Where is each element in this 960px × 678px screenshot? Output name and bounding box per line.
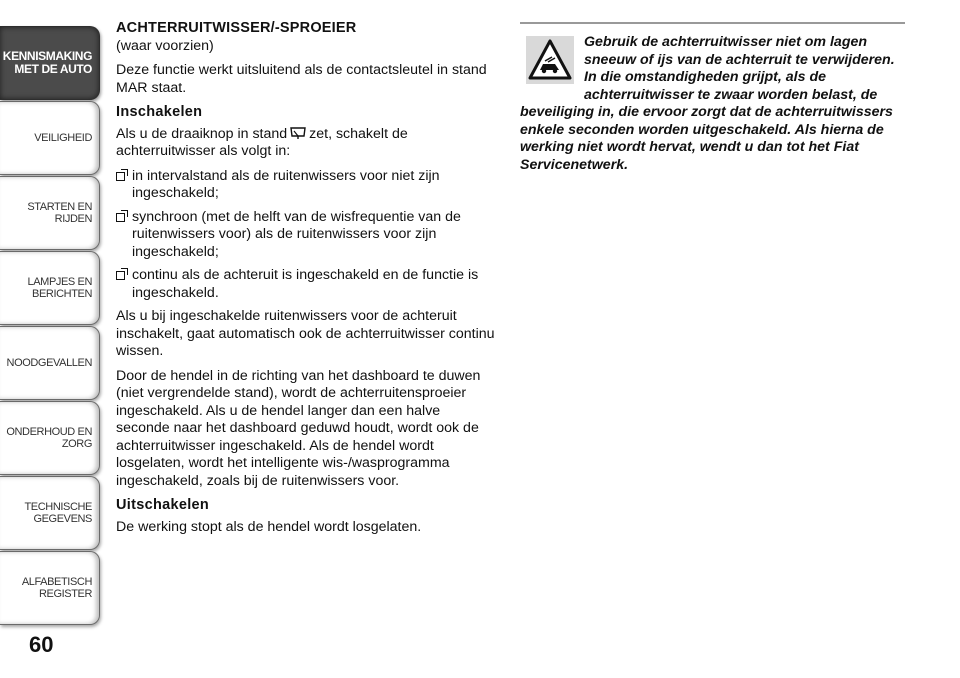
tab-label: STARTEN EN RIJDEN	[27, 201, 92, 225]
list-item	[116, 168, 496, 203]
uitschakelen-paragraph: De werking stopt als de hendel wordt losgelaten.	[116, 518, 422, 535]
tab-starten-en-rijden[interactable]	[0, 176, 100, 250]
reverse-paragraph: Als u bij ingeschakelde ruitenwissers voor de achteruit inschakelt, gaat automatisch ook de achterruitwisser continu wissen.	[116, 308, 495, 359]
section-subtitle: (waar voorzien)	[116, 37, 214, 54]
tab-label: TECHNISCHE GEGEVENS	[24, 501, 92, 525]
chapter-sidebar	[0, 0, 102, 678]
list-item-text: in intervalstand als de ruitenwissers voor niet zijn ingeschakeld;	[132, 167, 440, 201]
tab-noodgevallen[interactable]	[0, 326, 100, 400]
inschakelen-paragraph	[116, 126, 496, 161]
inschakelen-heading: Inschakelen	[116, 104, 203, 120]
tab-label: NOODGEVALLEN	[6, 357, 92, 369]
tab-label: LAMPJES EN BERICHTEN	[27, 276, 92, 300]
tab-label: VEILIGHEID	[34, 132, 92, 144]
list-item-text: continu als de achteruit is ingeschakeld en de functie is ingeschakeld.	[132, 267, 479, 301]
page-number: 60	[29, 632, 54, 657]
tab-lampjes-en-berichten[interactable]	[0, 251, 100, 325]
inschakelen-text-before: Als u de draaiknop in stand	[116, 125, 288, 142]
tab-veiligheid[interactable]	[0, 101, 100, 175]
tab-onderhoud-en-zorg[interactable]	[0, 401, 100, 475]
list-item-text: synchroon (met de helft van de wisfrequentie van de ruitenwissers voor) als de ruitenwissers voor zijn ingeschakeld;	[132, 208, 461, 260]
inschakelen-text-after: zet, schakelt de achterruitwisser als volgt in:	[116, 125, 408, 159]
lever-paragraph: Door de hendel in de richting van het dashboard te duwen (niet vergrendelde stand), wordt de achterruitensproeier ingeschakeld. Als u de hendel langer dan een halve seconde naar het dashboard geduwd houdt, wordt ook de achterruitwisser ingeschakeld. Als de hendel wordt losgelaten, wordt het intelligente wis-/wasprogramma ingeschakeld, zoals bij de ruitenwissers voor.	[116, 367, 481, 489]
checkbox-bullet-icon	[116, 271, 125, 280]
tab-technische-gegevens[interactable]	[0, 476, 100, 550]
tab-alfabetisch-register[interactable]	[0, 551, 100, 625]
warning-triangle-icon	[526, 36, 574, 84]
intro-paragraph: Deze functie werkt uitsluitend als de contactsleutel in stand MAR staat.	[116, 62, 487, 96]
rear-wiper-icon	[289, 126, 307, 140]
tab-label: ALFABETISCH REGISTER	[21, 576, 92, 600]
checkbox-bullet-icon	[116, 172, 125, 181]
list-item	[116, 209, 496, 262]
section-title: ACHTERRUITWISSER/-SPROEIER	[116, 20, 357, 36]
main-column	[116, 20, 496, 543]
list-item	[116, 267, 496, 302]
tab-label: KENNISMAKING MET DE AUTO	[2, 49, 92, 76]
checkbox-bullet-icon	[116, 213, 125, 222]
warning-box	[520, 22, 905, 174]
warning-text: Gebruik de achterruitwisser niet om lagen sneeuw of ijs van de achterruit te verwijderen. In die omstandigheden grijpt, als de achterruitwisser te zwaar worden belast, de beveiliging in, die ervoor zorgt dat de achterruitwissers enkele seconden worden uitgeschakeld. Als hierna de werking niet wordt hervat, wendt u dan tot het Fiat Servicenetwerk.	[520, 34, 895, 173]
divider	[520, 22, 905, 24]
bullet-list	[116, 168, 496, 303]
tab-kennismaking[interactable]	[0, 26, 100, 100]
tab-label: ONDERHOUD EN ZORG	[6, 426, 92, 450]
uitschakelen-heading: Uitschakelen	[116, 497, 210, 513]
